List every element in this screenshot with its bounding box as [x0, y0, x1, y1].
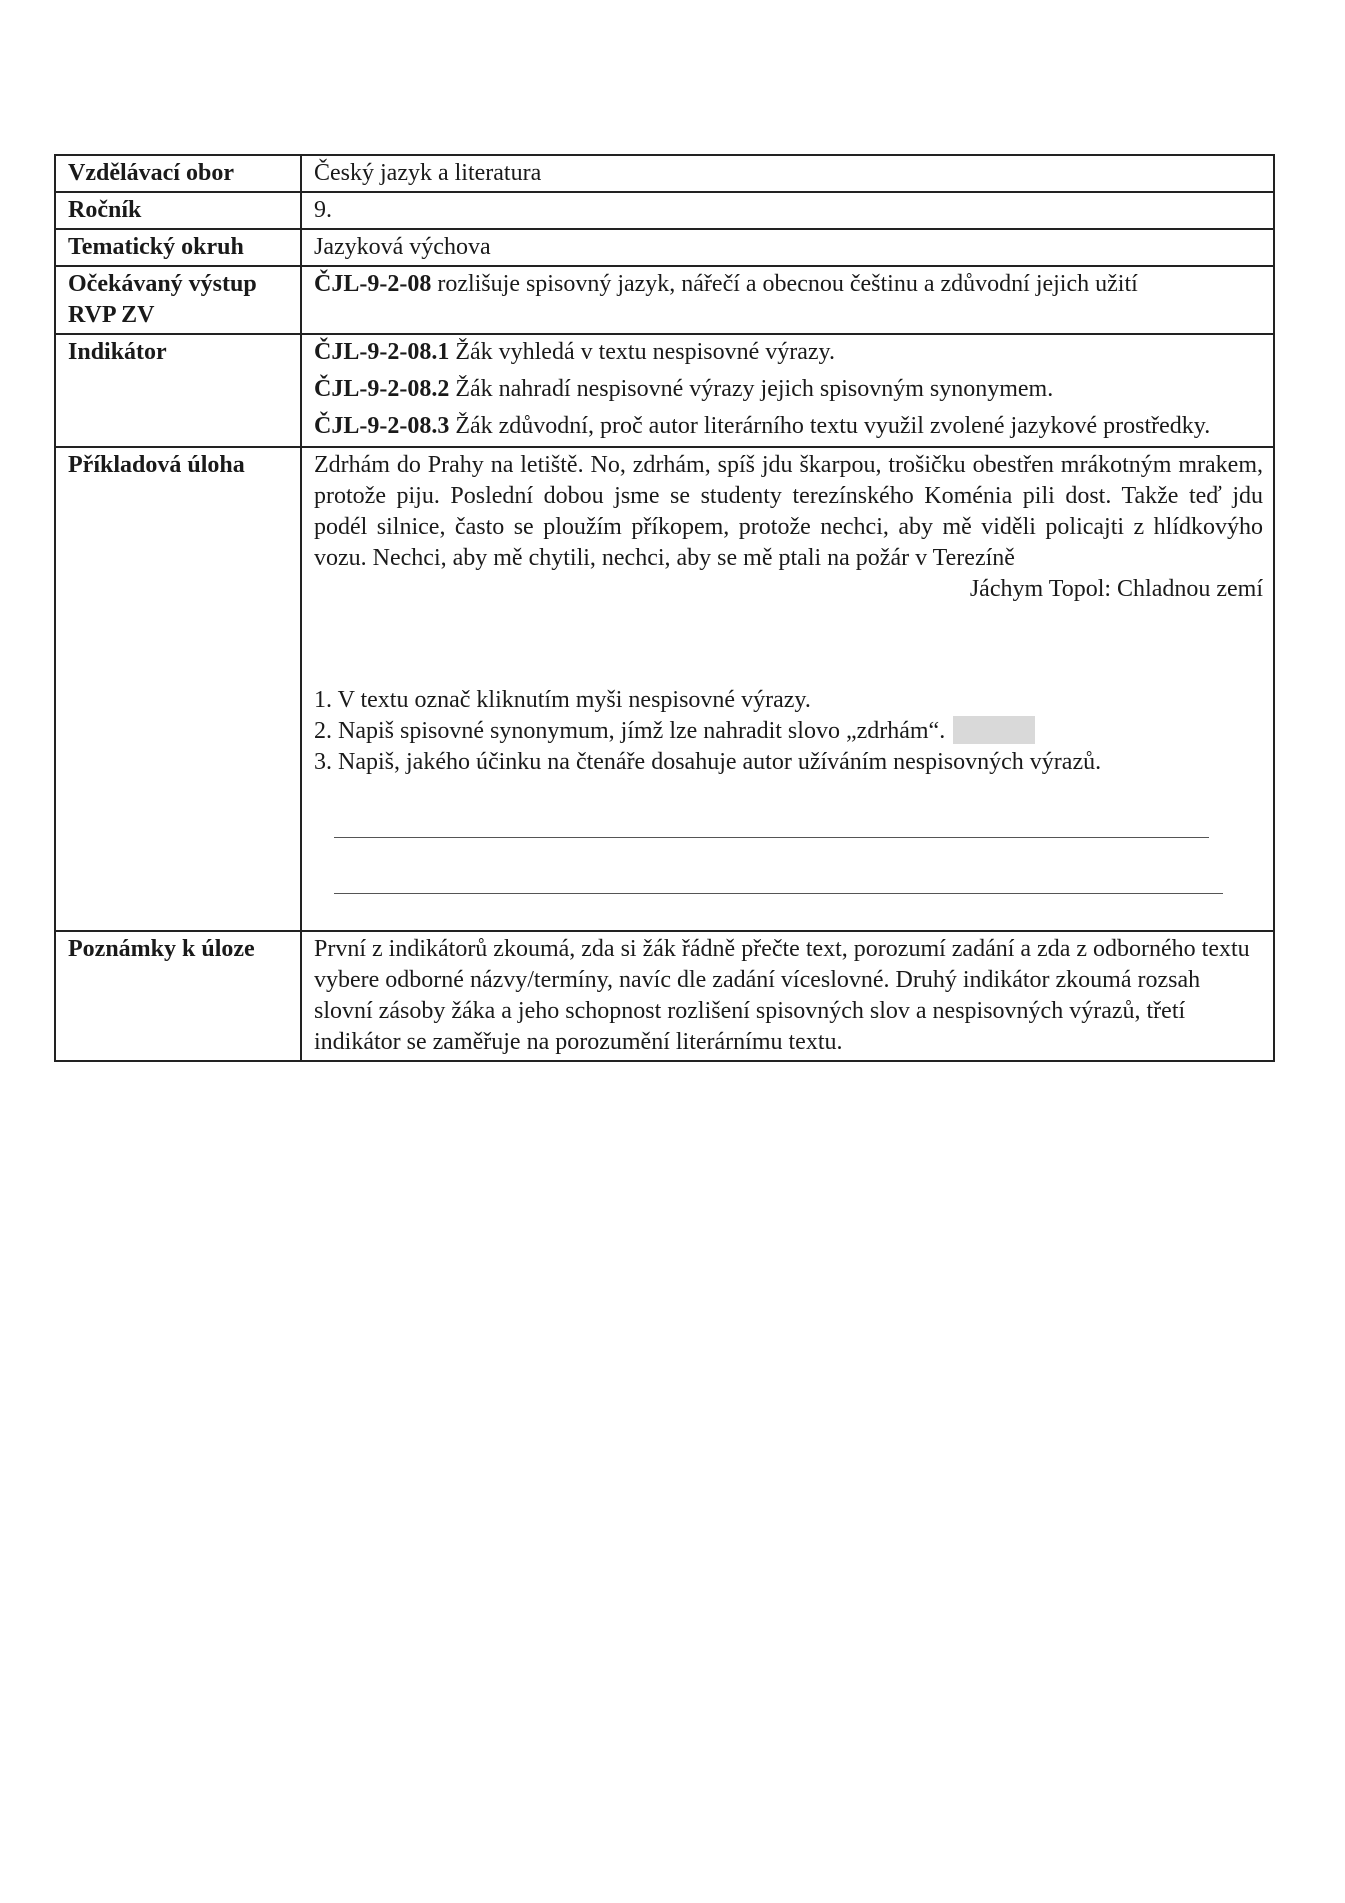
- row-area: [55, 229, 1274, 266]
- indicator-item: [314, 411, 1263, 442]
- indicator-text: Žák zdůvodní, proč autor literárního textu využil zvolené jazykové prostředky.: [449, 413, 1211, 439]
- row-outcome: [55, 266, 1274, 334]
- outcome-value: [301, 266, 1274, 334]
- answer-line-2[interactable]: [334, 892, 1223, 894]
- task-3: 3. Napiš, jakého účinku na čtenáře dosahuje autor užíváním nespisovných výrazů.: [314, 749, 1102, 775]
- task-2: [314, 716, 1263, 747]
- area-label: Tematický okruh: [55, 229, 301, 266]
- example-content: [301, 447, 1274, 931]
- task-2-text: 2. Napiš spisovné synonymum, jímž lze nahradit slovo „zdrhám“.: [314, 718, 946, 744]
- grade-label: Ročník: [55, 192, 301, 229]
- indicator-code: ČJL-9-2-08.1: [314, 339, 450, 365]
- indicator-text: Žák nahradí nespisovné výrazy jejich spisovným synonymem.: [449, 376, 1054, 402]
- row-field: [55, 155, 1274, 192]
- task-sheet-table: [54, 154, 1275, 1062]
- row-notes: [55, 931, 1274, 1061]
- passage-attribution: Jáchym Topol: Chladnou zemí: [969, 576, 1263, 602]
- outcome-label: Očekávaný výstup RVP ZV: [55, 266, 301, 334]
- indicator-code: ČJL-9-2-08.2: [314, 376, 450, 402]
- task-1: 1. V textu označ kliknutím myši nespisovné výrazy.: [314, 687, 811, 713]
- indicator-item: [314, 337, 1263, 368]
- indicator-list: [301, 334, 1274, 447]
- field-value: Český jazyk a literatura: [301, 155, 1274, 192]
- outcome-code: ČJL-9-2-08: [314, 271, 432, 297]
- answer-line-1[interactable]: [334, 836, 1209, 838]
- area-value: Jazyková výchova: [301, 229, 1274, 266]
- notes-text: První z indikátorů zkoumá, zda si žák řádně přečte text, porozumí zadání a zda z odborného textu vybere odborné názvy/termíny, navíc dle zadání víceslovné. Druhý indikátor zkoumá rozsah slovní zásoby žáka a jeho schopnost rozlišení spisovných slov a nespisovných výrazů, třetí indikátor se zaměřuje na porozumění literárnímu textu.: [301, 931, 1274, 1061]
- literary-passage[interactable]: Zdrhám do Prahy na letiště. No, zdrhám, spíš jdu škarpou, trošičku obestřen mrákotným mrakem, protože piju. Poslední dobou jsme se studenty terezínského Koménia pili dost. Takže teď jdu podél silnice, často se ploužím příkopem, protože nechci, aby mě viděli policajti z hlídkovýho vozu. Nechci, aby mě chytili, nechci, aby se mě ptali na požár v Terezíně: [314, 452, 1263, 571]
- indicator-item: [314, 374, 1263, 405]
- grade-value: 9.: [301, 192, 1274, 229]
- row-grade: [55, 192, 1274, 229]
- outcome-text: rozlišuje spisovný jazyk, nářečí a obecnou češtinu a zdůvodní jejich užití: [431, 271, 1138, 297]
- indicator-text: Žák vyhledá v textu nespisovné výrazy.: [449, 339, 835, 365]
- example-label: Příkladová úloha: [55, 447, 301, 931]
- task-list: [314, 685, 1263, 778]
- synonym-answer-input[interactable]: [953, 716, 1035, 744]
- row-indicator: [55, 334, 1274, 447]
- notes-label: Poznámky k úloze: [55, 931, 301, 1061]
- indicator-label: Indikátor: [55, 334, 301, 447]
- field-label: Vzdělávací obor: [55, 155, 301, 192]
- row-example: [55, 447, 1274, 931]
- indicator-code: ČJL-9-2-08.3: [314, 413, 450, 439]
